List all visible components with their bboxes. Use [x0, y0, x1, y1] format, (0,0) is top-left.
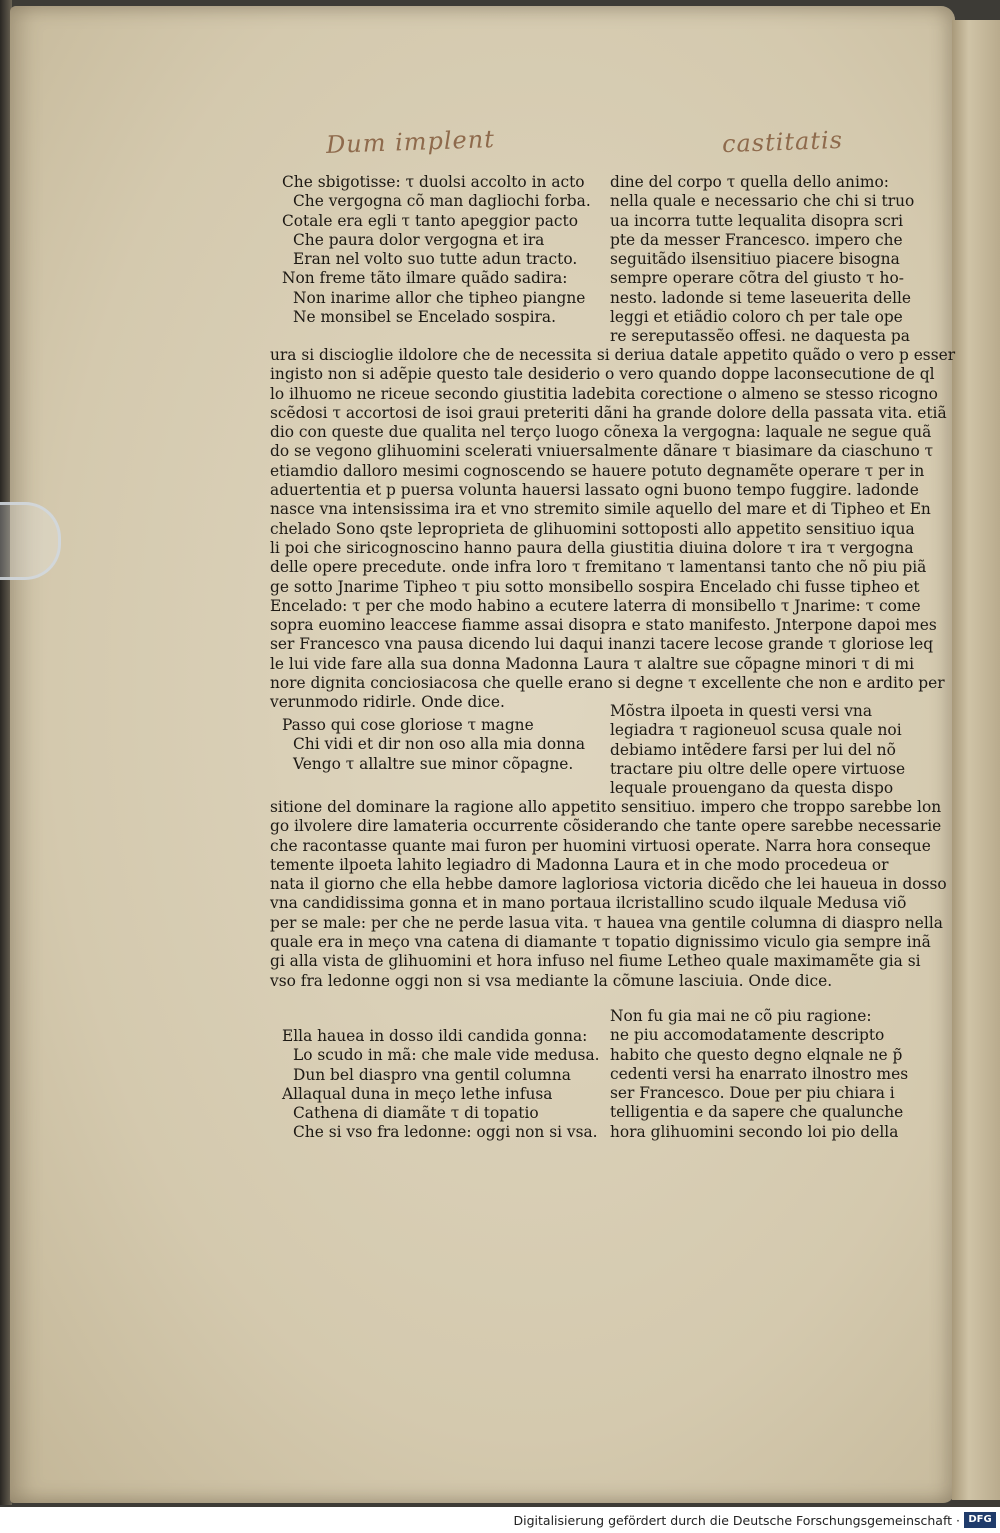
commentary-line: che racontasse quante mai furon per huomini virtuosi operate. Narra hora conseque	[270, 836, 931, 855]
commentary-paragraph-2	[270, 798, 947, 991]
commentary-column-2	[610, 702, 905, 798]
commentary-line: re sereputassẽo offesi. ne daquesta pa	[610, 327, 910, 346]
commentary-line: sempre operare cõtra del giusto τ ho-	[610, 269, 904, 288]
verse-line: Ne monsibel se Encelado sospira.	[293, 308, 556, 327]
commentary-line: delle opere precedute. onde infra loro τ fremitano τ lamentansi tanto che nõ piu piã	[270, 558, 927, 577]
verse-line: Non freme tãto ilmare quãdo sadira:	[282, 269, 568, 288]
commentary-line: etiamdio dalloro mesimi cognoscendo se hauere potuto degnamẽte operare τ per in	[270, 461, 925, 480]
commentary-column-3	[610, 1007, 908, 1142]
verse-line: Lo scudo in mã: che male vide medusa.	[293, 1046, 600, 1065]
commentary-paragraph-1	[270, 346, 955, 713]
commentary-line: leggi et etiãdio coloro ch per tale ope	[610, 308, 903, 327]
verse-line: Cathena di diamãte τ di topatio	[293, 1104, 539, 1123]
commentary-line: ua incorra tutte lequalita disopra scri	[610, 211, 904, 230]
commentary-line: ge sotto Jnarime Tipheo τ piu sotto monsibello sospira Encelado chi fusse tipheo et	[270, 577, 920, 596]
commentary-line: Mõstra ilpoeta in questi versi vna	[610, 702, 873, 720]
commentary-line: gi alla vista de glihuomini et hora infuso nel fiume Letheo quale maximamẽte gia si	[270, 952, 921, 971]
dfg-logo: DFG	[964, 1512, 996, 1528]
verse-line: Allaqual duna in meço lethe infusa	[282, 1084, 553, 1103]
commentary-line: nesto. ladonde si teme laseuerita delle	[610, 288, 912, 307]
verse-line: Che si vso fra ledonne: oggi non si vsa.	[293, 1123, 598, 1142]
commentary-line: temente ilpoeta lahito legiadro di Madonna Laura et in che modo procedeua or	[270, 855, 889, 874]
commentary-line: cedenti versi ha enarrato ilnostro mes	[610, 1064, 909, 1083]
commentary-line: Encelado: τ per che modo habino a ecutere laterra di monsibello τ Jnarime: τ come	[270, 596, 921, 615]
commentary-line: vna candidissima gonna et in mano portaua ilcristallino scudo ilquale Medusa viõ	[270, 894, 907, 913]
commentary-line: per se male: per che ne perde lasua vita. τ hauea vna gentile columna di diaspro nella	[270, 913, 943, 932]
commentary-line: pte da messer Francesco. impero che	[610, 230, 903, 249]
verse-line: Passo qui cose gloriose τ magne	[282, 716, 534, 734]
commentary-column-1	[610, 173, 914, 347]
commentary-line: legiadra τ ragioneuol scusa quale noi	[610, 721, 902, 740]
commentary-line: habito che questo degno elqnale ne p̃	[610, 1045, 903, 1064]
commentary-line: dine del corpo τ quella dello animo:	[610, 173, 889, 191]
commentary-line: ura si discioglie ildolore che de necessita si deriua datale appetito quãdo o vero p esser	[270, 346, 956, 364]
commentary-line: hora glihuomini secondo loi pio della	[610, 1122, 899, 1141]
verse-line: Eran nel volto suo tutte adun tracto.	[293, 250, 578, 269]
commentary-line: aduertentia et p puersa volunta hauersi lassato ogni buono tempo fuggire. ladonde	[270, 481, 919, 500]
commentary-line: dio con queste due qualita nel terço luogo cõnexa la vergogna: laquale ne segue quã	[270, 423, 932, 442]
verse-line: Dun bel diaspro vna gentil columna	[293, 1065, 571, 1084]
verse-block-3	[282, 1027, 600, 1143]
commentary-line: nore dignita conciosiacosa che quelle erano si degne τ excellente che non e ardito per	[270, 674, 945, 693]
footer-bar	[0, 1507, 1000, 1533]
funding-notice: Digitalisierung gefördert durch die Deutsche Forschungsgemeinschaft ·	[513, 1513, 960, 1528]
verse-block-2	[282, 716, 585, 774]
verse-line: Che sbigotisse: τ duolsi accolto in acto	[282, 173, 585, 191]
commentary-line: tractare piu oltre delle opere virtuose	[610, 759, 906, 778]
commentary-line: debiamo intẽdere farsi per lui del nõ	[610, 740, 896, 759]
commentary-line: sopra euomino leaccese fiamme assai disopra e stato manifesto. Jnterpone dapoi mes	[270, 616, 937, 635]
verse-line: Ella hauea in dosso ildi candida gonna:	[282, 1027, 588, 1045]
handwritten-annotation-left: Dum implent	[325, 125, 496, 159]
commentary-line: nasce vna intensissima ira et vno stremito simile aquello del mare et di Tipheo et En	[270, 500, 931, 519]
commentary-line: lo ilhuomo ne riceue secondo giustitia ladebita corectione o almeno se stesso ricogno	[270, 384, 938, 403]
commentary-line: ne piu accomodatamente descripto	[610, 1026, 885, 1045]
verse-line: Non inarime allor che tipheo piangne	[293, 288, 586, 307]
handwritten-annotation-right: castitatis	[721, 125, 844, 159]
verse-line: Che paura dolor vergogna et ira	[293, 230, 545, 249]
commentary-line: ser Francesco. Doue per piu chiara i	[610, 1084, 895, 1103]
commentary-line: quale era in meço vna catena di diamante τ topatio dignissimo viculo gia sempre inã	[270, 933, 931, 952]
commentary-line: ingisto non si adẽpie questo tale desiderio o vero quando doppe laconsecutione de ql	[270, 365, 935, 384]
verse-line: Chi vidi et dir non oso alla mia donna	[293, 735, 586, 754]
commentary-line: nella quale e necessario che chi si truo	[610, 192, 915, 211]
next-page-edge	[952, 20, 1000, 1500]
commentary-line: Non fu gia mai ne cõ piu ragione:	[610, 1007, 872, 1025]
commentary-line: sitione del dominare la ragione allo appetito sensitiuo. impero che troppo sarebbe lon	[270, 798, 942, 816]
commentary-line: telligentia e da sapere che qualunche	[610, 1103, 904, 1122]
commentary-line: chelado Sono qste leproprieta de glihuomini sottoposti allo appetito sensitiuo iqua	[270, 519, 915, 538]
commentary-line: nata il giorno che ella hebbe damore lagloriosa victoria dicẽdo che lei haueua in dosso	[270, 875, 947, 894]
commentary-line: verunmodo ridirle. Onde dice.	[270, 693, 505, 712]
commentary-line: vso fra ledonne oggi non si vsa mediante la cõmune lasciuia. Onde dice.	[270, 971, 833, 990]
commentary-line: le lui vide fare alla sua donna Madonna Laura τ alaltre sue cõpagne minori τ di mi	[270, 654, 915, 673]
commentary-line: scẽdosi τ accortosi de isoi graui preteriti dãni ha grande dolore della passata vita. etiã	[270, 403, 947, 422]
commentary-line: do se vegono glihuomini scelerati vniuersalmente dãnare τ biasimare da ciaschuno τ	[270, 442, 934, 461]
commentary-line: lequale prouengano da questa dispo	[610, 779, 894, 798]
commentary-line: go ilvolere dire lamateria occurrente cõsiderando che tante opere sarebbe necessarie	[270, 817, 942, 836]
commentary-line: ser Francesco vna pausa dicendo lui daqui inanzi tacere lecose grande τ gloriose leq	[270, 635, 934, 654]
commentary-line: seguitãdo ilsensitiuo piacere bisogna	[610, 250, 900, 269]
verse-line: Vengo τ allaltre sue minor cõpagne.	[293, 754, 574, 773]
verse-line: Cotale era egli τ tanto apeggior pacto	[282, 211, 578, 230]
verse-line: Che vergogna cõ man dagliochi forba.	[293, 192, 591, 211]
verse-block-1	[282, 173, 591, 327]
commentary-line: li poi che siricognoscino hanno paura della giustitia diuina dolore τ ira τ vergogna	[270, 538, 914, 557]
